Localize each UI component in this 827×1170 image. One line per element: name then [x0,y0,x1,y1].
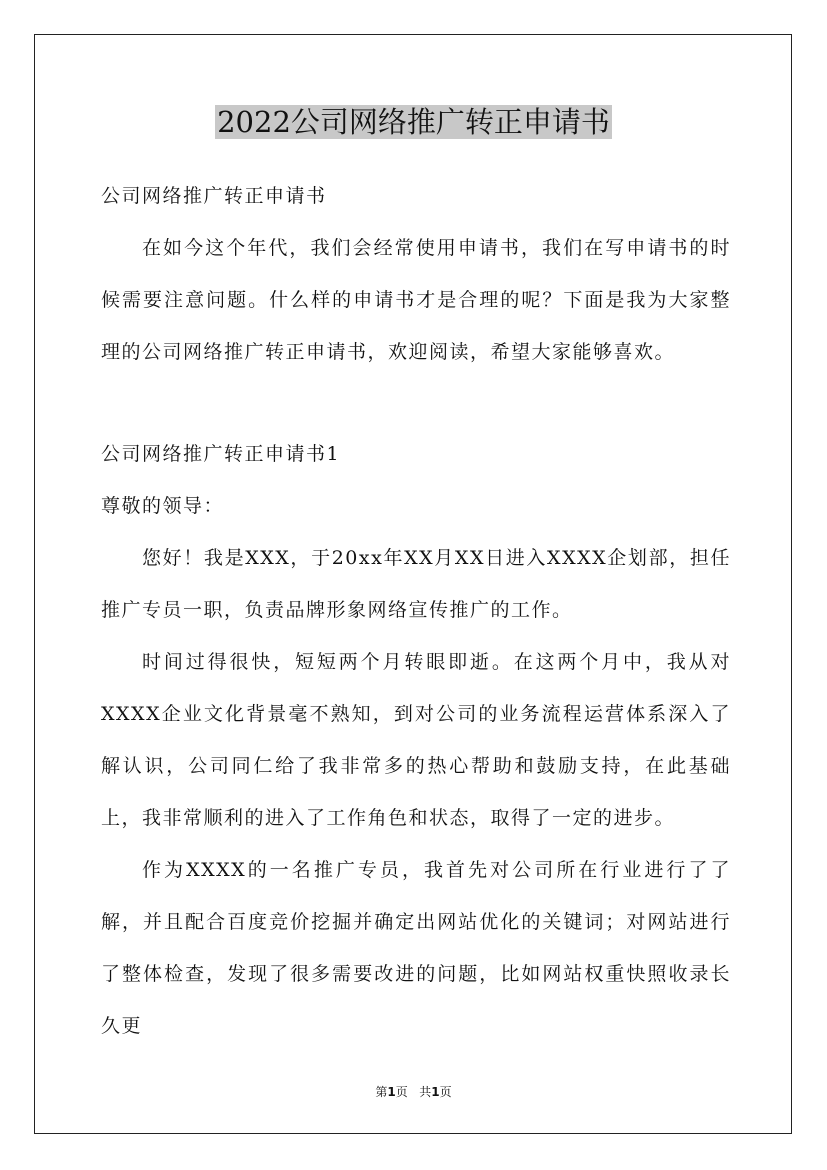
body-paragraph: 时间过得很快，短短两个月转眼即逝。在这两个月中，我从对XXXX企业文化背景毫不熟知，到对公司的业务流程运营体系深入了解认识，公司同仁给了我非常多的热心帮助和鼓励支持，在此基础上，我非常顺利的进入了工作角色和状态，取得了一定的进步。 [101,651,731,829]
document-subtitle: 公司网络推广转正申请书 [101,185,327,207]
salutation: 尊敬的领导： [101,495,225,517]
page-prefix: 第 [375,1085,388,1099]
document-body [101,170,731,1052]
document-title [0,100,827,144]
intro-paragraph: 在如今这个年代，我们会经常使用申请书，我们在写申请书的时候需要注意问题。什么样的申请书才是合理的呢？下面是我为大家整理的公司网络推广转正申请书，欢迎阅读，希望大家能够喜欢。 [101,237,731,363]
document-title-text: 2022公司网络推广转正申请书 [217,105,610,139]
section-title: 公司网络推广转正申请书1 [101,443,341,465]
page-number: 1 [387,1085,396,1099]
body-paragraph: 作为XXXX的一名推广专员，我首先对公司所在行业进行了了解，并且配合百度竞价挖掘并确定出网站优化的关键词；对网站进行了整体检查，发现了很多需要改进的问题，比如网站权重快照收录长久更 [101,859,731,1037]
total-suffix: 页 [439,1085,452,1099]
total-pages: 1 [431,1085,440,1099]
page-footer [0,1082,827,1102]
page-suffix: 页 [395,1085,408,1099]
section-gap [101,378,731,428]
body-paragraph: 您好！我是XXX，于20xx年XX月XX日进入XXXX企划部，担任推广专员一职，负责品牌形象网络宣传推广的工作。 [101,547,731,621]
total-prefix: 共 [419,1085,432,1099]
